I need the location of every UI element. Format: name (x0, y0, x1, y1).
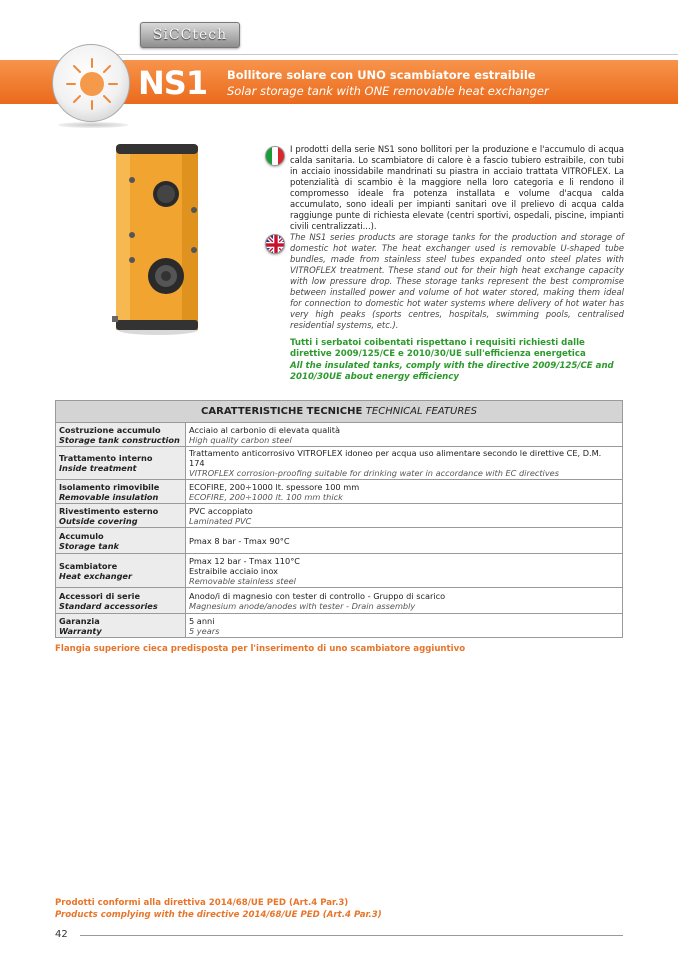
row-value (186, 528, 623, 554)
table-header-italian: CARATTERISTICHE TECNICHE (201, 406, 363, 417)
description-italian: I prodotti della serie NS1 sono bollitori per la produzione e l'accumulo di acqua calda sanitaria. Lo scambiatore di calore è a fascio tubiero estraibile, con tubi in acciaio inossidabile mandrinati su piastra in acciaio trattata VITROFLEX. La potenzialità di scambio è la maggiore nella loro categoria e li rendono il compromesso ideale fra potenza installata e volume d'acqua calda accumulato, sono ideali per impianti sanitari ove il prelievo di acqua calda raggiunge punte di richiesta elevate (centri sportivi, ospedali, piscine, impianti civili centralizzati...). (290, 144, 624, 231)
table-row (56, 480, 623, 504)
row-label (56, 423, 186, 447)
row-value-italian: Anodo/i di magnesio con tester di controllo - Gruppo di scarico (189, 590, 446, 601)
row-value-italian: Acciaio al carbonio di elevata qualità (189, 424, 340, 435)
row-label-italian: Rivestimento esterno (59, 505, 159, 516)
row-value-english: VITROFLEX corrosion-proofing suitable for drinking water in accordance with EC directives (189, 468, 559, 478)
table-row (56, 447, 623, 480)
footer-rule (80, 935, 623, 936)
brand-logo (140, 22, 240, 48)
ped-compliance-italian: Prodotti conformi alla direttiva 2014/68/UE PED (Art.4 Par.3) (55, 898, 349, 908)
row-label-english: Warranty (59, 625, 102, 636)
row-value-italian: Pmax 12 bar - Tmax 110°C (189, 555, 301, 566)
flange-note: Flangia superiore cieca predisposta per l'inserimento di uno scambiatore aggiuntivo (55, 644, 466, 654)
page-number: 42 (55, 929, 68, 940)
row-label-italian: Isolamento rimovibile (59, 481, 160, 492)
table-row (56, 423, 623, 447)
description-english: The NS1 series products are storage tanks for the production and storage of domestic hot water. The heat exchanger used is removable U-shaped tube bundles, made from stainless steel tubes expanded onto steel plates with VITROFLEX treatment. These stand out for their high heat exchange capacity with low pressure drop. These storage tanks represent the best compromise between installed power and volume of hot water stored, making them ideal for connection to domestic hot water systems where delivery of hot water has very high peaks (sports centres, hospitals, swimming pools, centralised residential systems, etc.). (290, 232, 624, 330)
top-rule (78, 54, 678, 55)
table-row (56, 554, 623, 588)
row-label-english: Storage tank (59, 540, 119, 551)
row-value-italian-line2: Estraibile acciaio inox (189, 565, 278, 576)
row-value-italian: ECOFIRE, 200÷1000 lt. spessore 100 mm (189, 481, 360, 492)
title-english: Solar storage tank with ONE removable heat exchanger (227, 84, 549, 98)
row-label-english: Removable insulation (59, 491, 159, 502)
sun-icon (52, 44, 130, 122)
row-label (56, 447, 186, 480)
table-header-english: TECHNICAL FEATURES (365, 406, 477, 417)
row-value-english: 5 years (189, 625, 220, 636)
table-row (56, 504, 623, 528)
row-value (186, 480, 623, 504)
row-label-italian: Trattamento interno (59, 453, 153, 463)
table-header (56, 401, 623, 423)
row-value (186, 554, 623, 588)
row-value-italian: Pmax 8 bar - Tmax 90°C (189, 535, 290, 546)
row-label (56, 614, 186, 638)
row-label (56, 504, 186, 528)
row-value (186, 504, 623, 528)
row-label-italian: Accessori di serie (59, 590, 141, 601)
efficiency-note-italian: Tutti i serbatoi coibentati rispettano i requisiti richiesti dalle direttive 2009/125/CE e 2010/30/UE sull'efficienza energetica (290, 338, 586, 359)
row-value-italian: Trattamento anticorrosivo VITROFLEX idoneo per acqua uso alimentare secondo le direttive CE, D.M. 174 (189, 448, 602, 468)
row-label-english: Inside treatment (59, 463, 137, 473)
ped-compliance-english: Products complying with the directive 2014/68/UE PED (Art.4 Par.3) (55, 910, 382, 920)
row-value-italian: PVC accoppiato (189, 505, 253, 516)
storage-tank-image (112, 140, 204, 336)
row-value-english: Laminated PVC (189, 515, 252, 526)
row-value (186, 423, 623, 447)
uk-flag-icon (265, 234, 285, 254)
row-label (56, 480, 186, 504)
table-row (56, 588, 623, 614)
row-label (56, 588, 186, 614)
row-label-italian: Scambiatore (59, 560, 118, 571)
row-label-english: Storage tank construction (59, 434, 180, 445)
row-label-italian: Costruzione accumulo (59, 424, 161, 435)
italy-flag-icon (265, 146, 285, 166)
technical-features-table (55, 400, 623, 638)
row-label-italian: Garanzia (59, 615, 100, 626)
row-value (186, 614, 623, 638)
row-label-english: Standard accessories (59, 600, 158, 611)
row-value-english: High quality carbon steel (189, 434, 292, 445)
table-row (56, 528, 623, 554)
row-label (56, 554, 186, 588)
row-value-english: ECOFIRE, 200÷1000 lt. 100 mm thick (189, 491, 343, 502)
table-row (56, 614, 623, 638)
model-name: NS1 (138, 64, 208, 102)
row-label (56, 528, 186, 554)
row-value (186, 588, 623, 614)
row-label-italian: Accumulo (59, 530, 104, 541)
row-value (186, 447, 623, 480)
efficiency-note-english: All the insulated tanks, comply with the directive 2009/125/CE and 2010/30UE about energy efficiency (290, 361, 614, 382)
row-value-english: Magnesium anode/anodes with tester - Drain assembly (189, 600, 416, 611)
title-italian: Bollitore solare con UNO scambiatore estraibile (227, 68, 536, 82)
brand-logo-text: SiCCtech (152, 27, 228, 43)
row-value-english: Removable stainless steel (189, 575, 296, 586)
row-value-italian: 5 anni (189, 615, 215, 626)
row-label-english: Outside covering (59, 515, 138, 526)
row-label-english: Heat exchanger (59, 570, 133, 581)
table-header-row (56, 401, 623, 423)
